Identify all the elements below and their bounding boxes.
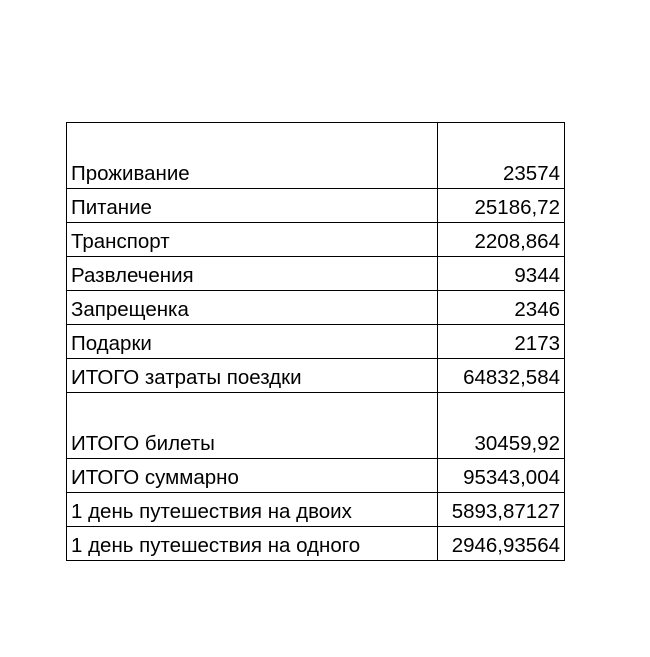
cell-value: 25186,72 xyxy=(438,189,565,223)
cell-value: 2208,864 xyxy=(438,223,565,257)
cell-label: 1 день путешествия на двоих xyxy=(67,493,438,527)
table-row xyxy=(67,359,565,393)
cell-value: 64832,584 xyxy=(438,359,565,393)
table-row xyxy=(67,223,565,257)
expense-table xyxy=(66,122,565,561)
table-row xyxy=(67,459,565,493)
table-row xyxy=(67,527,565,561)
table-row xyxy=(67,393,565,459)
cell-value: 5893,87127 xyxy=(438,493,565,527)
cell-label: Проживание xyxy=(67,123,438,189)
cell-label: Транспорт xyxy=(67,223,438,257)
table-row xyxy=(67,189,565,223)
table-row xyxy=(67,291,565,325)
cell-label: ИТОГО затраты поездки xyxy=(67,359,438,393)
cell-label: ИТОГО суммарно xyxy=(67,459,438,493)
table-row xyxy=(67,257,565,291)
cell-label: Подарки xyxy=(67,325,438,359)
cell-value: 2946,93564 xyxy=(438,527,565,561)
cell-value: 9344 xyxy=(438,257,565,291)
cell-label: Питание xyxy=(67,189,438,223)
table-row xyxy=(67,493,565,527)
table-row xyxy=(67,123,565,189)
cell-label: ИТОГО билеты xyxy=(67,393,438,459)
cell-value: 2346 xyxy=(438,291,565,325)
cell-value: 2173 xyxy=(438,325,565,359)
table-row xyxy=(67,325,565,359)
cell-label: Запрещенка xyxy=(67,291,438,325)
cell-value: 95343,004 xyxy=(438,459,565,493)
cell-value: 23574 xyxy=(438,123,565,189)
cell-label: Развлечения xyxy=(67,257,438,291)
cell-value: 30459,92 xyxy=(438,393,565,459)
cell-label: 1 день путешествия на одного xyxy=(67,527,438,561)
